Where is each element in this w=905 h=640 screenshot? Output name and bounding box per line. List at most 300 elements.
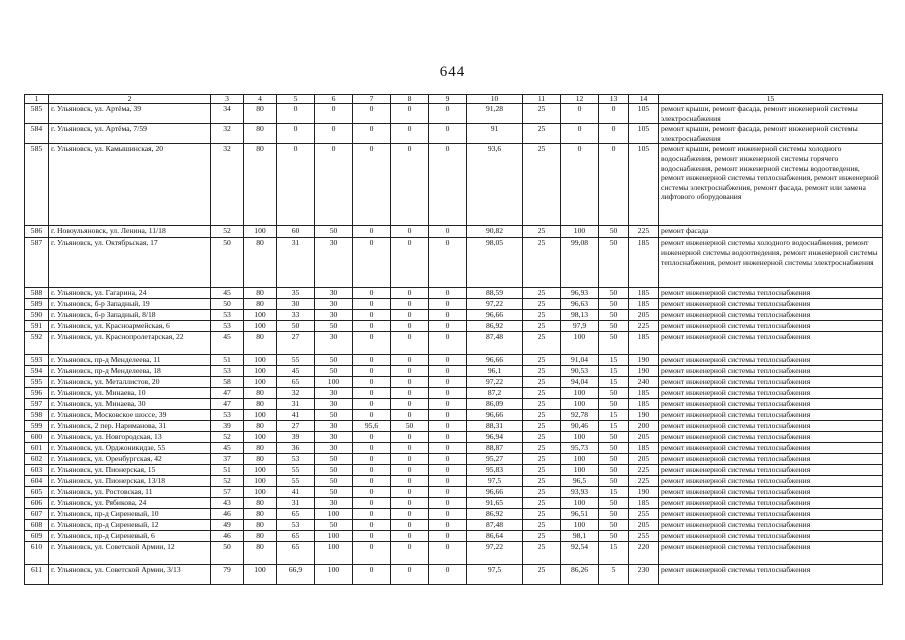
value-cell: 0 (315, 104, 353, 124)
value-cell: 31 (277, 238, 315, 288)
value-cell: 50 (391, 421, 429, 432)
value-cell: 200 (629, 421, 659, 432)
value-cell: 25 (523, 321, 561, 332)
value-cell: 205 (629, 310, 659, 321)
value-cell: 0 (429, 288, 467, 299)
value-cell: 100 (315, 542, 353, 565)
address-cell: г. Ульяновск, ул. Минаева, 10 (49, 388, 211, 399)
value-cell: 100 (561, 399, 599, 410)
column-header: 4 (244, 95, 277, 104)
value-cell: 55 (277, 476, 315, 487)
address-cell: г. Ульяновск, ул. Краснопролетарская, 22 (49, 332, 211, 355)
column-header: 9 (429, 95, 467, 104)
value-cell: 190 (629, 410, 659, 421)
value-cell: 0 (561, 104, 599, 124)
value-cell: 220 (629, 542, 659, 565)
value-cell: 25 (523, 421, 561, 432)
row-number-cell: 584 (25, 124, 49, 144)
value-cell: 30 (315, 421, 353, 432)
row-number-cell: 592 (25, 332, 49, 355)
value-cell: 0 (429, 310, 467, 321)
table-row (25, 144, 883, 226)
value-cell: 0 (353, 476, 391, 487)
value-cell: 0 (391, 465, 429, 476)
value-cell: 5 (599, 565, 629, 585)
value-cell: 0 (391, 377, 429, 388)
value-cell: 0 (391, 410, 429, 421)
data-table (24, 94, 883, 585)
value-cell: 80 (244, 124, 277, 144)
value-cell: 86,09 (467, 399, 523, 410)
value-cell: 0 (561, 144, 599, 226)
value-cell: 0 (391, 520, 429, 531)
value-cell: 65 (277, 542, 315, 565)
value-cell: 225 (629, 226, 659, 238)
address-cell: г. Ульяновск, ул. Пионерская, 15 (49, 465, 211, 476)
value-cell: 50 (599, 288, 629, 299)
value-cell: 100 (244, 321, 277, 332)
row-number-cell: 594 (25, 366, 49, 377)
value-cell: 0 (391, 443, 429, 454)
value-cell: 0 (391, 432, 429, 443)
table-row (25, 288, 883, 299)
value-cell: 95,83 (467, 465, 523, 476)
value-cell: 96,1 (467, 366, 523, 377)
works-cell: ремонт инженерной системы теплоснабжения (659, 310, 883, 321)
value-cell: 100 (561, 432, 599, 443)
value-cell: 100 (561, 226, 599, 238)
row-number-cell: 602 (25, 454, 49, 465)
value-cell: 65 (277, 531, 315, 542)
value-cell: 32 (211, 124, 244, 144)
value-cell: 0 (429, 332, 467, 355)
value-cell: 96,51 (561, 509, 599, 520)
value-cell: 52 (211, 476, 244, 487)
value-cell: 0 (599, 124, 629, 144)
value-cell: 0 (353, 238, 391, 288)
value-cell: 39 (277, 432, 315, 443)
value-cell: 80 (244, 388, 277, 399)
column-header: 12 (561, 95, 599, 104)
address-cell: г. Ульяновск, пр-д Менделеева, 18 (49, 366, 211, 377)
value-cell: 0 (353, 487, 391, 498)
value-cell: 90,53 (561, 366, 599, 377)
value-cell: 25 (523, 565, 561, 585)
works-cell: ремонт инженерной системы теплоснабжения (659, 520, 883, 531)
value-cell: 100 (315, 509, 353, 520)
value-cell: 0 (429, 410, 467, 421)
works-cell: ремонт инженерной системы теплоснабжения (659, 288, 883, 299)
value-cell: 0 (429, 238, 467, 288)
row-number-cell: 587 (25, 238, 49, 288)
works-cell: ремонт инженерной системы холодного водоснабжения, ремонт инженерной системы водоотведения, ремонт инженерной системы теплоснабжения, ремонт инженерной системы электроснабжения (659, 238, 883, 288)
works-cell: ремонт инженерной системы теплоснабжения (659, 487, 883, 498)
table-row (25, 321, 883, 332)
value-cell: 25 (523, 238, 561, 288)
works-cell: ремонт инженерной системы теплоснабжения (659, 509, 883, 520)
value-cell: 205 (629, 520, 659, 531)
value-cell: 100 (244, 377, 277, 388)
value-cell: 0 (391, 498, 429, 509)
row-number-cell: 593 (25, 355, 49, 366)
value-cell: 39 (211, 421, 244, 432)
value-cell: 45 (277, 366, 315, 377)
value-cell: 230 (629, 565, 659, 585)
value-cell: 185 (629, 443, 659, 454)
value-cell: 185 (629, 288, 659, 299)
value-cell: 80 (244, 299, 277, 310)
value-cell: 0 (429, 299, 467, 310)
table-row (25, 421, 883, 432)
value-cell: 50 (315, 355, 353, 366)
value-cell: 93,6 (467, 144, 523, 226)
table-row (25, 299, 883, 310)
value-cell: 52 (211, 432, 244, 443)
works-cell: ремонт инженерной системы теплоснабжения (659, 399, 883, 410)
value-cell: 97,22 (467, 299, 523, 310)
value-cell: 60 (277, 226, 315, 238)
address-cell: г. Ульяновск, пр-д Сиреневый, 10 (49, 509, 211, 520)
value-cell: 25 (523, 226, 561, 238)
value-cell: 0 (353, 388, 391, 399)
works-cell: ремонт инженерной системы теплоснабжения (659, 377, 883, 388)
value-cell: 0 (353, 531, 391, 542)
value-cell: 0 (315, 144, 353, 226)
value-cell: 50 (315, 226, 353, 238)
value-cell: 93,93 (561, 487, 599, 498)
table-row (25, 388, 883, 399)
value-cell: 25 (523, 531, 561, 542)
value-cell: 25 (523, 476, 561, 487)
value-cell: 0 (353, 410, 391, 421)
value-cell: 0 (429, 531, 467, 542)
works-cell: ремонт инженерной системы теплоснабжения (659, 498, 883, 509)
address-cell: г. Ульяновск, б-р Западный, 8/18 (49, 310, 211, 321)
value-cell: 0 (429, 565, 467, 585)
value-cell: 92,78 (561, 410, 599, 421)
address-cell: г. Ульяновск, 2 пер. Нариманова, 31 (49, 421, 211, 432)
value-cell: 98,05 (467, 238, 523, 288)
value-cell: 0 (391, 355, 429, 366)
value-cell: 25 (523, 388, 561, 399)
value-cell: 43 (211, 498, 244, 509)
value-cell: 185 (629, 498, 659, 509)
value-cell: 30 (315, 399, 353, 410)
value-cell: 25 (523, 104, 561, 124)
table-row (25, 366, 883, 377)
value-cell: 0 (599, 144, 629, 226)
value-cell: 50 (599, 399, 629, 410)
row-number-cell: 610 (25, 542, 49, 565)
value-cell: 0 (599, 104, 629, 124)
value-cell: 99,08 (561, 238, 599, 288)
value-cell: 0 (429, 443, 467, 454)
table-row (25, 520, 883, 531)
table-row (25, 104, 883, 124)
value-cell: 90,82 (467, 226, 523, 238)
value-cell: 94,04 (561, 377, 599, 388)
value-cell: 0 (353, 288, 391, 299)
address-cell: г. Ульяновск, ул. Оренбургская, 42 (49, 454, 211, 465)
table-row (25, 565, 883, 585)
table-row (25, 332, 883, 355)
value-cell: 105 (629, 104, 659, 124)
value-cell: 80 (244, 421, 277, 432)
value-cell: 50 (315, 454, 353, 465)
value-cell: 0 (429, 520, 467, 531)
table-row (25, 410, 883, 421)
value-cell: 100 (561, 332, 599, 355)
value-cell: 50 (599, 238, 629, 288)
address-cell: г. Ульяновск, ул. Рябикова, 24 (49, 498, 211, 509)
value-cell: 50 (277, 321, 315, 332)
value-cell: 53 (211, 310, 244, 321)
value-cell: 47 (211, 388, 244, 399)
value-cell: 41 (277, 487, 315, 498)
value-cell: 52 (211, 226, 244, 238)
column-header: 11 (523, 95, 561, 104)
row-number-cell: 596 (25, 388, 49, 399)
value-cell: 91,28 (467, 104, 523, 124)
address-cell: г. Ульяновск, ул. Артёма, 7/59 (49, 124, 211, 144)
address-cell: г. Ульяновск, ул. Красноармейская, 6 (49, 321, 211, 332)
table-row (25, 509, 883, 520)
value-cell: 0 (429, 432, 467, 443)
value-cell: 95,73 (561, 443, 599, 454)
value-cell: 50 (599, 226, 629, 238)
value-cell: 0 (429, 465, 467, 476)
value-cell: 0 (391, 238, 429, 288)
address-cell: г. Ульяновск, ул. Советской Армии, 12 (49, 542, 211, 565)
value-cell: 0 (391, 144, 429, 226)
column-header: 3 (211, 95, 244, 104)
column-header: 7 (353, 95, 391, 104)
address-cell: г. Ульяновск, ул. Орджоникидзе, 55 (49, 443, 211, 454)
value-cell: 0 (391, 332, 429, 355)
table-row (25, 476, 883, 487)
value-cell: 0 (391, 476, 429, 487)
works-cell: ремонт инженерной системы теплоснабжения (659, 465, 883, 476)
value-cell: 96,93 (561, 288, 599, 299)
table-row (25, 226, 883, 238)
table-row (25, 487, 883, 498)
value-cell: 96,66 (467, 310, 523, 321)
value-cell: 190 (629, 355, 659, 366)
value-cell: 0 (353, 377, 391, 388)
value-cell: 45 (211, 443, 244, 454)
value-cell: 37 (211, 454, 244, 465)
value-cell: 0 (391, 487, 429, 498)
value-cell: 25 (523, 310, 561, 321)
value-cell: 53 (277, 520, 315, 531)
table-row (25, 454, 883, 465)
column-header: 10 (467, 95, 523, 104)
value-cell: 0 (353, 366, 391, 377)
value-cell: 100 (244, 465, 277, 476)
table-row (25, 310, 883, 321)
value-cell: 25 (523, 410, 561, 421)
value-cell: 25 (523, 498, 561, 509)
works-cell: ремонт инженерной системы теплоснабжения (659, 388, 883, 399)
value-cell: 100 (244, 366, 277, 377)
value-cell: 41 (277, 410, 315, 421)
value-cell: 255 (629, 531, 659, 542)
works-cell: ремонт инженерной системы теплоснабжения (659, 443, 883, 454)
value-cell: 50 (599, 509, 629, 520)
address-cell: г. Ульяновск, пр-д Сиреневый, 6 (49, 531, 211, 542)
address-cell: г. Ульяновск, ул. Гагарина, 24 (49, 288, 211, 299)
value-cell: 0 (391, 288, 429, 299)
row-number-cell: 588 (25, 288, 49, 299)
address-cell: г. Ульяновск, ул. Новгородская, 13 (49, 432, 211, 443)
row-number-cell: 603 (25, 465, 49, 476)
value-cell: 50 (599, 321, 629, 332)
value-cell: 0 (353, 498, 391, 509)
value-cell: 50 (315, 366, 353, 377)
value-cell: 0 (391, 542, 429, 565)
value-cell: 53 (211, 410, 244, 421)
row-number-cell: 591 (25, 321, 49, 332)
value-cell: 0 (353, 520, 391, 531)
column-header: 2 (49, 95, 211, 104)
value-cell: 31 (277, 498, 315, 509)
value-cell: 96,94 (467, 432, 523, 443)
value-cell: 51 (211, 465, 244, 476)
value-cell: 0 (429, 355, 467, 366)
value-cell: 15 (599, 487, 629, 498)
value-cell: 27 (277, 332, 315, 355)
value-cell: 100 (244, 410, 277, 421)
value-cell: 0 (391, 321, 429, 332)
address-cell: г. Ульяновск, ул. Октябрьская, 17 (49, 238, 211, 288)
value-cell: 0 (315, 124, 353, 144)
value-cell: 80 (244, 531, 277, 542)
value-cell: 80 (244, 443, 277, 454)
value-cell: 15 (599, 421, 629, 432)
value-cell: 97,5 (467, 476, 523, 487)
table-row (25, 498, 883, 509)
value-cell: 0 (429, 476, 467, 487)
value-cell: 0 (353, 565, 391, 585)
column-header: 14 (629, 95, 659, 104)
value-cell: 45 (211, 332, 244, 355)
value-cell: 30 (315, 288, 353, 299)
row-number-cell: 608 (25, 520, 49, 531)
table-row (25, 238, 883, 288)
value-cell: 51 (211, 355, 244, 366)
value-cell: 0 (429, 487, 467, 498)
value-cell: 0 (429, 388, 467, 399)
works-cell: ремонт инженерной системы теплоснабжения (659, 476, 883, 487)
row-number-cell: 590 (25, 310, 49, 321)
value-cell: 55 (277, 465, 315, 476)
value-cell: 25 (523, 443, 561, 454)
value-cell: 50 (599, 432, 629, 443)
value-cell: 0 (429, 498, 467, 509)
value-cell: 0 (277, 104, 315, 124)
value-cell: 0 (353, 124, 391, 144)
value-cell: 50 (211, 238, 244, 288)
value-cell: 30 (315, 388, 353, 399)
works-cell: ремонт фасада (659, 226, 883, 238)
value-cell: 98,1 (561, 531, 599, 542)
value-cell: 50 (599, 310, 629, 321)
table-row (25, 465, 883, 476)
value-cell: 80 (244, 288, 277, 299)
value-cell: 225 (629, 321, 659, 332)
row-number-cell: 609 (25, 531, 49, 542)
table-row (25, 124, 883, 144)
value-cell: 100 (561, 465, 599, 476)
value-cell: 0 (353, 454, 391, 465)
value-cell: 97,9 (561, 321, 599, 332)
value-cell: 65 (277, 509, 315, 520)
table-row (25, 531, 883, 542)
value-cell: 86,64 (467, 531, 523, 542)
value-cell: 100 (244, 476, 277, 487)
value-cell: 0 (429, 454, 467, 465)
address-cell: г. Ульяновск, ул. Советской Армии, 3/13 (49, 565, 211, 585)
value-cell: 0 (429, 321, 467, 332)
row-number-cell: 607 (25, 509, 49, 520)
table-row (25, 355, 883, 366)
table-row (25, 399, 883, 410)
value-cell: 0 (353, 355, 391, 366)
value-cell: 50 (599, 388, 629, 399)
value-cell: 15 (599, 410, 629, 421)
works-cell: ремонт инженерной системы теплоснабжения (659, 421, 883, 432)
value-cell: 80 (244, 104, 277, 124)
value-cell: 50 (599, 465, 629, 476)
value-cell: 15 (599, 377, 629, 388)
row-number-cell: 585 (25, 104, 49, 124)
value-cell: 30 (315, 299, 353, 310)
value-cell: 30 (315, 443, 353, 454)
address-cell: г. Ульяновск, ул. Камышинская, 20 (49, 144, 211, 226)
value-cell: 225 (629, 476, 659, 487)
value-cell: 0 (353, 104, 391, 124)
value-cell: 0 (391, 366, 429, 377)
value-cell: 0 (353, 310, 391, 321)
value-cell: 30 (315, 238, 353, 288)
value-cell: 79 (211, 565, 244, 585)
value-cell: 0 (353, 332, 391, 355)
works-cell: ремонт крыши, ремонт инженерной системы холодного водоснабжения, ремонт инженерной системы горячего водоснабжения, ремонт инженерной системы водоотведения, ремонт инженерной системы теплоснабжения, ремонт инженерной системы электроснабжения, ремонт фасада, ремонт или замена лифтового оборудования (659, 144, 883, 226)
works-cell: ремонт инженерной системы теплоснабжения (659, 454, 883, 465)
address-cell: г. Новоульяновск, ул. Ленина, 11/18 (49, 226, 211, 238)
value-cell: 25 (523, 366, 561, 377)
value-cell: 205 (629, 432, 659, 443)
value-cell: 0 (391, 104, 429, 124)
value-cell: 0 (429, 366, 467, 377)
value-cell: 0 (429, 144, 467, 226)
row-number-cell: 586 (25, 226, 49, 238)
value-cell: 96,5 (561, 476, 599, 487)
value-cell: 0 (277, 144, 315, 226)
value-cell: 45 (211, 288, 244, 299)
value-cell: 105 (629, 144, 659, 226)
value-cell: 96,66 (467, 355, 523, 366)
value-cell: 185 (629, 332, 659, 355)
value-cell: 50 (599, 476, 629, 487)
value-cell: 0 (353, 465, 391, 476)
value-cell: 100 (244, 487, 277, 498)
value-cell: 97,5 (467, 565, 523, 585)
value-cell: 100 (244, 565, 277, 585)
value-cell: 87,48 (467, 332, 523, 355)
row-number-cell: 600 (25, 432, 49, 443)
value-cell: 25 (523, 377, 561, 388)
